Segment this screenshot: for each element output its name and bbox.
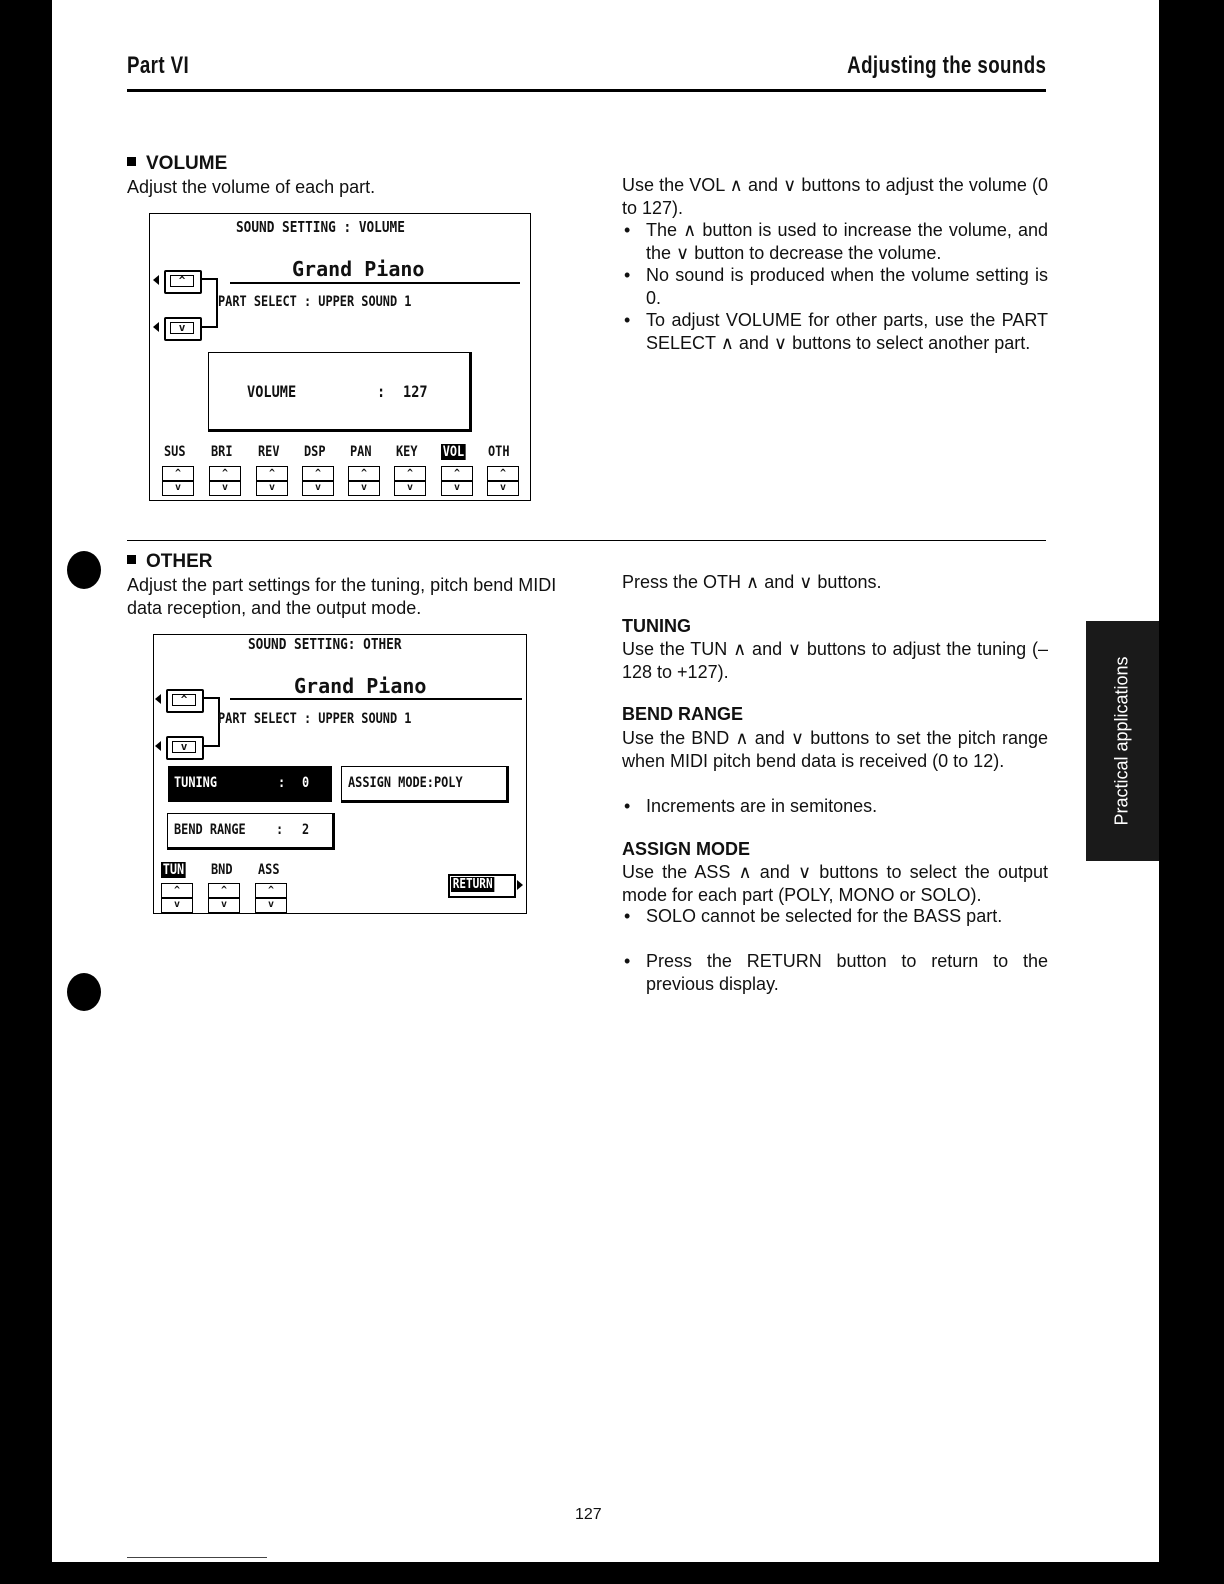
part-select-up-button[interactable]: ^ — [166, 689, 204, 713]
tuning-label: TUNING — [174, 775, 217, 791]
volume-value-box — [208, 352, 472, 432]
instrument-name: Grand Piano — [294, 674, 427, 698]
other-lcd-display — [153, 634, 527, 914]
bullet-item: • Increments are in semitones. — [622, 795, 1048, 818]
bend-range-heading: BEND RANGE — [622, 704, 744, 724]
vol-updown-button[interactable]: ^ v — [441, 466, 473, 496]
bend-range-box[interactable] — [167, 813, 335, 850]
bnd-updown-button[interactable]: ^ v — [208, 883, 240, 913]
other-intro: Adjust the part settings for the tuning, pitch bend MIDI data reception, and the output mode. — [127, 575, 557, 618]
tab-rev[interactable]: REV — [258, 444, 280, 460]
volume-intro: Adjust the volume of each part. — [127, 177, 376, 197]
instrument-name: Grand Piano — [292, 257, 425, 281]
header-part: Part VI — [127, 52, 190, 79]
tab-pan[interactable]: PAN — [350, 444, 372, 460]
part-select-down-button[interactable]: v — [164, 317, 202, 341]
bullet-item: • The ∧ button is used to increase the volume, and the ∨ button to decrease the volume. — [622, 219, 1048, 264]
right-pointer-icon — [517, 880, 523, 890]
bend-range-text: Use the BND ∧ and ∨ buttons to set the pitch range when MIDI pitch bend data is received (0 to 12). — [622, 728, 1048, 771]
bullet-item: • SOLO cannot be selected for the BASS part. — [622, 905, 1048, 928]
tab-dsp[interactable]: DSP — [304, 444, 326, 460]
part-select-up-button[interactable]: ^ — [164, 270, 202, 294]
volume-param-value: 127 — [403, 382, 428, 401]
return-button[interactable] — [448, 874, 516, 898]
side-tab-label: Practical applications — [1111, 656, 1132, 826]
key-updown-button[interactable]: ^ v — [394, 466, 426, 496]
instrument-underline — [230, 282, 520, 284]
tuning-heading: TUNING — [622, 616, 691, 636]
assign-mode-bullets — [622, 905, 1048, 928]
section-divider — [127, 540, 1046, 541]
tab-oth[interactable]: OTH — [488, 444, 510, 460]
binder-hole — [67, 551, 101, 589]
tab-bri[interactable]: BRI — [211, 444, 233, 460]
oth-updown-button[interactable]: ^ v — [487, 466, 519, 496]
assign-mode-box[interactable] — [341, 766, 509, 803]
page-edge-bottom — [0, 1562, 1224, 1584]
bullet-item: • No sound is produced when the volume setting is 0. — [622, 264, 1048, 309]
pan-updown-button[interactable]: ^ v — [348, 466, 380, 496]
tuning-text: Use the TUN ∧ and ∨ buttons to adjust the tuning (–128 to +127). — [622, 639, 1048, 682]
tab-tun[interactable]: TUN — [162, 862, 185, 878]
part-select-label: PART SELECT : UPPER SOUND 1 — [218, 711, 412, 727]
tab-bnd[interactable]: BND — [211, 862, 233, 878]
page-edge-right — [1159, 0, 1224, 1584]
assign-mode-value: ASSIGN MODE:POLY — [348, 775, 463, 791]
tab-key[interactable]: KEY — [396, 444, 418, 460]
page-edge-left — [0, 0, 52, 1584]
left-pointer-icon — [155, 741, 161, 751]
volume-heading: VOLUME — [127, 153, 227, 175]
final-bullets — [622, 950, 1048, 995]
lcd-title: SOUND SETTING: OTHER — [248, 635, 402, 653]
binder-hole — [67, 973, 101, 1011]
left-pointer-icon — [155, 694, 161, 704]
ass-updown-button[interactable]: ^ v — [255, 883, 287, 913]
header-title: Adjusting the sounds — [846, 52, 1046, 79]
part-select-label: PART SELECT : UPPER SOUND 1 — [218, 294, 412, 310]
tuning-sep: : — [278, 775, 286, 791]
volume-bullets — [622, 219, 1048, 354]
left-pointer-icon — [153, 322, 159, 332]
footer-rule — [127, 1557, 267, 1558]
bend-range-sep: : — [276, 822, 284, 838]
volume-lcd-display — [149, 213, 531, 501]
instrument-underline — [230, 698, 522, 700]
bracket-line — [202, 326, 218, 328]
bullet-item: • Press the RETURN button to return to the previous display. — [622, 950, 1048, 995]
rev-updown-button[interactable]: ^ v — [256, 466, 288, 496]
tuning-value-box[interactable] — [168, 766, 332, 802]
assign-mode-text: Use the ASS ∧ and ∨ buttons to select the output mode for each part (POLY, MONO or SOLO). — [622, 862, 1048, 905]
other-instruction: Press the OTH ∧ and ∨ buttons. — [622, 572, 882, 592]
tab-vol[interactable]: VOL — [442, 444, 465, 460]
volume-instruction: Use the VOL ∧ and ∨ buttons to adjust the volume (0 to 127). — [622, 175, 1048, 218]
page-number: 127 — [575, 1506, 602, 1523]
part-select-down-button[interactable]: v — [166, 736, 204, 760]
tuning-value: 0 — [302, 775, 310, 791]
header-rule — [127, 89, 1046, 92]
lcd-title: SOUND SETTING : VOLUME — [236, 218, 405, 236]
bend-range-bullets — [622, 795, 1048, 818]
tun-updown-button[interactable]: ^ v — [161, 883, 193, 913]
square-bullet-icon — [127, 555, 136, 564]
bracket-line — [204, 745, 220, 747]
tab-ass[interactable]: ASS — [258, 862, 280, 878]
assign-mode-heading: ASSIGN MODE — [622, 839, 751, 859]
left-pointer-icon — [153, 275, 159, 285]
other-heading: OTHER — [127, 551, 213, 573]
bend-range-value: 2 — [302, 822, 310, 838]
tab-sus[interactable]: SUS — [164, 444, 186, 460]
bend-range-label: BEND RANGE — [174, 822, 246, 838]
volume-param-label: VOLUME — [247, 382, 297, 401]
dsp-updown-button[interactable]: ^ v — [302, 466, 334, 496]
bullet-item: • To adjust VOLUME for other parts, use the PART SELECT ∧ and ∨ buttons to select another part. — [622, 309, 1048, 354]
return-label: RETURN — [452, 877, 493, 892]
bri-updown-button[interactable]: ^ v — [209, 466, 241, 496]
sus-updown-button[interactable]: ^ v — [162, 466, 194, 496]
square-bullet-icon — [127, 157, 136, 166]
volume-param-sep: : — [377, 382, 386, 401]
